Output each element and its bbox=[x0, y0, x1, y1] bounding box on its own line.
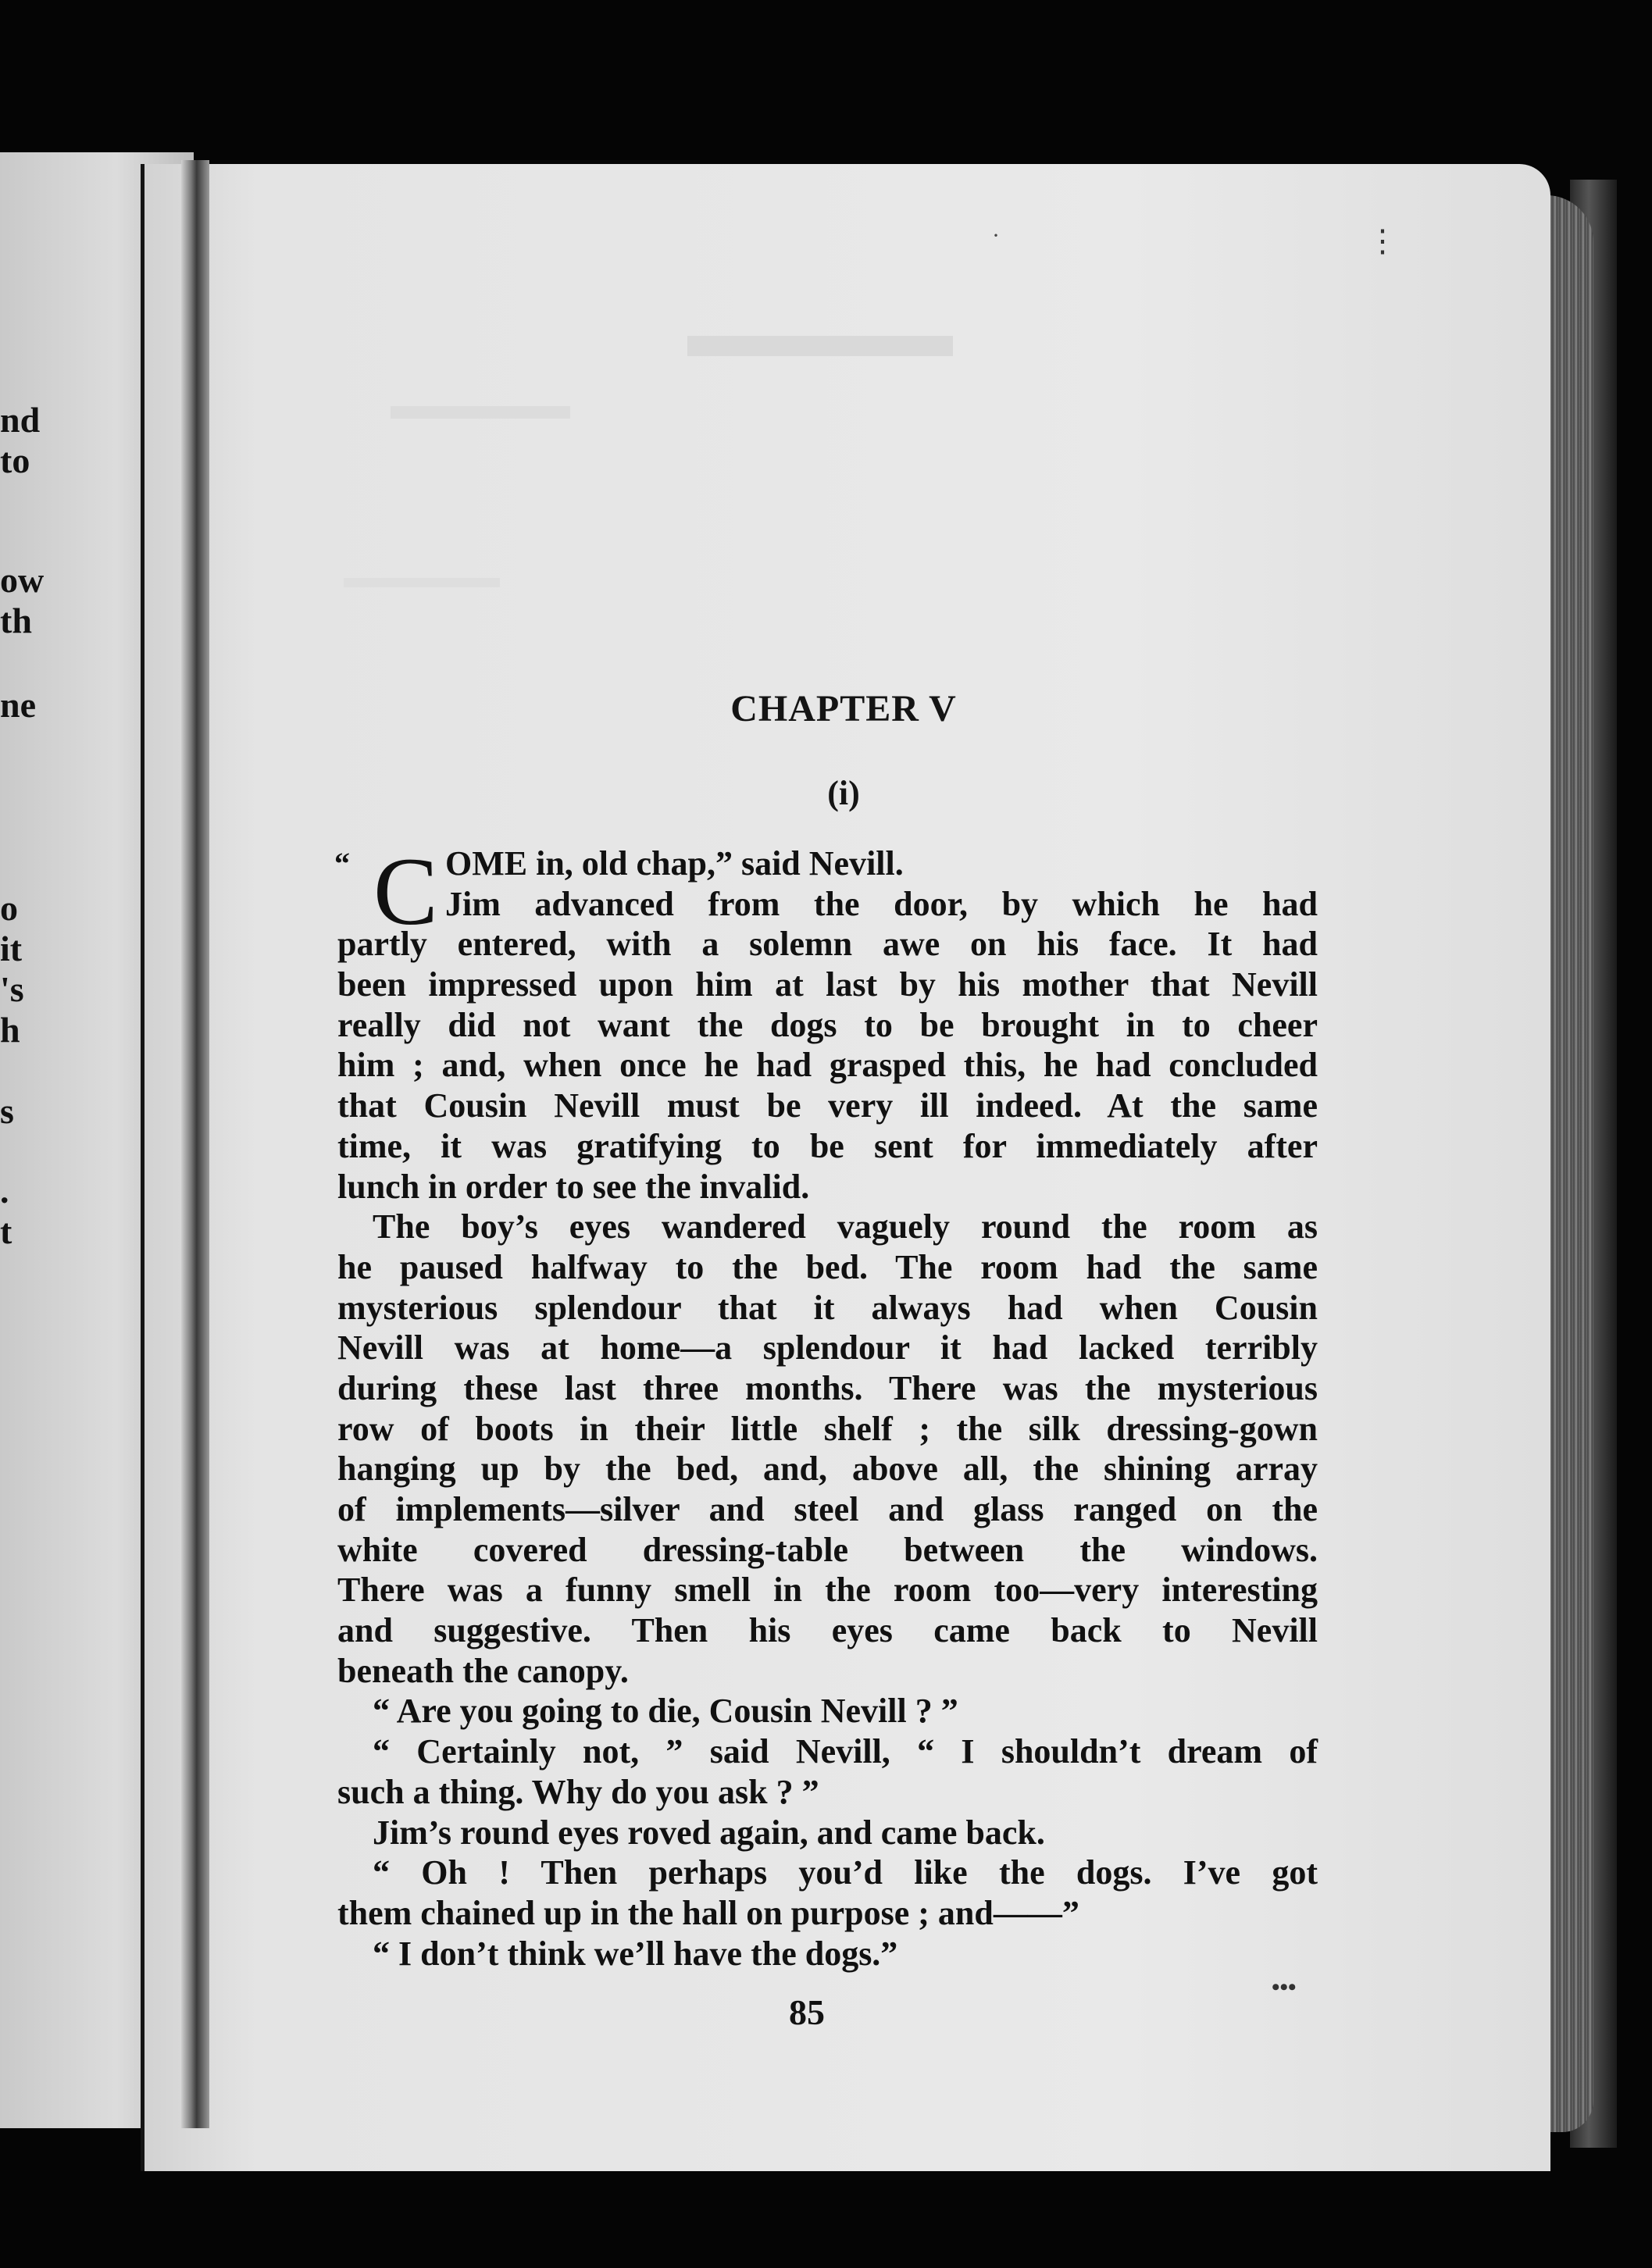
text-line: during these last three months. There was the mysterious bbox=[337, 1368, 1318, 1407]
text-line: beneath the canopy. bbox=[337, 1651, 629, 1690]
drop-cap: C bbox=[373, 838, 438, 945]
text-line: white covered dressing-table between the windows. bbox=[337, 1530, 1318, 1569]
text-line: Nevill was at home—a splendour it had lacked terribly bbox=[337, 1328, 1318, 1368]
text-line: them chained up in the hall on purpose ; and——” bbox=[337, 1893, 1079, 1932]
text-line: of implements—silver and steel and glass ranged on the bbox=[337, 1490, 1318, 1528]
left-page-fragment: to bbox=[0, 440, 30, 480]
left-page-fragment: it bbox=[0, 929, 23, 968]
text-line: row of boots in their little shelf ; the silk dressing-gown bbox=[337, 1409, 1318, 1448]
text-line: him ; and, when once he had grasped this, he had concluded bbox=[337, 1046, 1318, 1085]
text-line: partly entered, with a solemn awe on his face. It had bbox=[337, 925, 1318, 964]
text-line: mysterious splendour that it always had when Cousin bbox=[337, 1288, 1318, 1327]
text-line: and suggestive. Then his eyes came back to Nevill bbox=[337, 1611, 1318, 1650]
paper-speck-mark: · bbox=[992, 223, 1000, 248]
left-page-fragment: 's bbox=[0, 969, 24, 1009]
paper-speck-mark: ⋮ bbox=[1367, 223, 1398, 259]
text-line: “ Oh ! Then perhaps you’d like the dogs. I’ve got bbox=[373, 1853, 1318, 1892]
left-page-fragment: h bbox=[0, 1010, 20, 1050]
left-page-fragment: nd bbox=[0, 400, 41, 440]
text-line: been impressed upon him at last by his mother that Nevill bbox=[337, 965, 1318, 1004]
left-page-fragment: t bbox=[0, 1211, 12, 1251]
text-line: “ I don’t think we’ll have the dogs.” bbox=[373, 1934, 898, 1973]
chapter-heading: CHAPTER V bbox=[730, 688, 957, 729]
stray-print-mark: ••• bbox=[1272, 1974, 1297, 2000]
left-page-fragment: . bbox=[0, 1171, 9, 1211]
left-page-fragment: th bbox=[0, 601, 32, 640]
section-number: (i) bbox=[827, 774, 860, 812]
text-line: Jim’s round eyes roved again, and came back. bbox=[373, 1813, 1045, 1852]
text-line: that Cousin Nevill must be very ill indeed. At the same bbox=[337, 1086, 1318, 1125]
text-line: really did not want the dogs to be brought in to cheer bbox=[337, 1005, 1318, 1044]
left-page-fragment: ne bbox=[0, 685, 36, 725]
text-line: OME in, old chap,” said Nevill. bbox=[445, 844, 904, 883]
bleed-through-mark bbox=[391, 406, 570, 419]
text-line: The boy’s eyes wandered vaguely round the room as bbox=[373, 1207, 1318, 1246]
bleed-through-mark bbox=[344, 578, 500, 587]
page-number: 85 bbox=[789, 1992, 825, 2032]
book-gutter bbox=[181, 160, 209, 2128]
text-line: hanging up by the bed, and, above all, the shining array bbox=[337, 1450, 1318, 1489]
bleed-through-mark bbox=[687, 336, 953, 356]
left-page-fragment: ow bbox=[0, 560, 45, 600]
text-line: he paused halfway to the bed. The room had the same bbox=[337, 1247, 1318, 1286]
text-line: time, it was gratifying to be sent for immediately after bbox=[337, 1126, 1318, 1165]
body-text bbox=[337, 838, 1318, 1974]
left-page-fragment: o bbox=[0, 888, 18, 928]
text-line: such a thing. Why do you ask ? ” bbox=[337, 1772, 819, 1811]
left-page-fragment: s bbox=[0, 1091, 14, 1131]
text-line: “ Are you going to die, Cousin Nevill ? ” bbox=[373, 1692, 958, 1731]
text-line: Jim advanced from the door, by which he had bbox=[445, 884, 1318, 923]
text-line: There was a funny smell in the room too—very interesting bbox=[337, 1571, 1318, 1610]
text-line: “ Certainly not, ” said Nevill, “ I shouldn’t dream of bbox=[373, 1732, 1318, 1771]
text-line: lunch in order to see the invalid. bbox=[337, 1167, 810, 1206]
opening-quote: “ bbox=[334, 846, 350, 881]
